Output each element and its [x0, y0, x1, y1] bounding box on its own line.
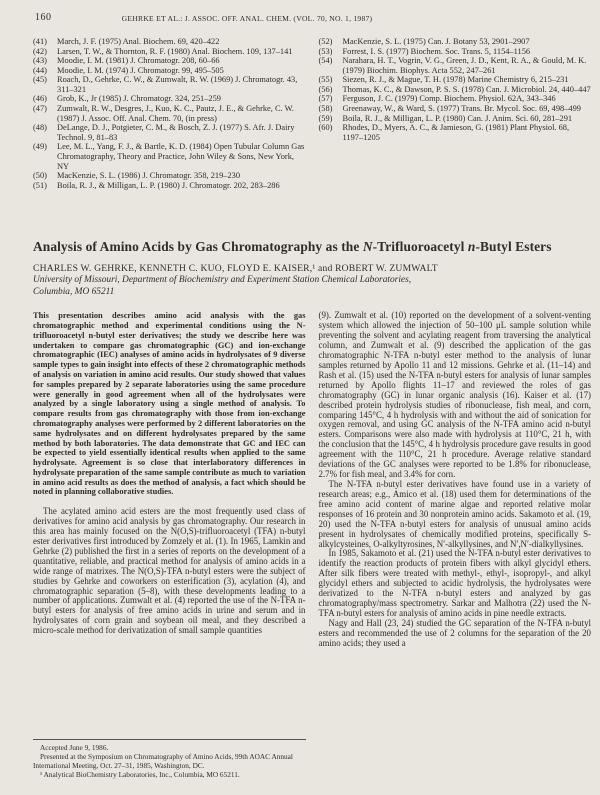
reference-text: Boila, R. J., & Milligan, L. P. (1980) Can. J. Anim. Sci. 60, 281–291	[342, 113, 573, 123]
reference-text: Rhodes, D., Myers, A. C., & Jamieson, G. (1981) Plant Physiol. 68, 1197–1205	[342, 123, 570, 142]
running-head: GEHRKE ET AL.: J. ASSOC. OFF. ANAL. CHEM. (VOL. 70, NO. 1, 1987)	[121, 14, 373, 23]
reference-number: (42)	[33, 46, 47, 56]
affiliation	[33, 275, 591, 298]
body-columns	[33, 311, 591, 779]
title-text: -Butyl Esters	[475, 239, 552, 254]
reference-number: (57)	[318, 94, 333, 104]
footnote: Accepted June 9, 1986.	[40, 742, 109, 752]
reference-number: (50)	[33, 171, 47, 181]
reference-item	[33, 123, 306, 142]
reference-number: (59)	[318, 113, 333, 123]
reference-number: (55)	[318, 75, 333, 85]
reference-number: (45)	[33, 75, 47, 85]
affiliation-line-1: University of Missouri, Department of Biochemistry and Experiment Station Chemical Laboratories,	[33, 275, 412, 286]
reference-number: (44)	[33, 65, 47, 75]
reference-item	[33, 56, 306, 66]
reference-text: Roach, D., Gehrke, C. W., & Zumwalt, R. W. (1969) J. Chromatogr. 43, 311–321	[57, 75, 298, 94]
reference-number: (58)	[318, 104, 333, 114]
reference-text: Greenaway, W., & Ward, S. (1977) Trans. Br. Mycol. Soc. 69, 498–499	[342, 104, 581, 114]
footnote: ¹ Analytical BioChemistry Laboratories, Inc., Columbia, MO 65211.	[40, 769, 240, 779]
reference-item	[319, 56, 592, 75]
reference-number: (53)	[318, 46, 333, 56]
reference-text: Moodie, I. M. (1974) J. Chromatogr. 99, 495–505	[57, 65, 224, 75]
reference-item	[33, 37, 306, 47]
reference-number: (51)	[33, 180, 47, 190]
reference-column-right	[319, 37, 592, 142]
abstract: This presentation describes amino acid analysis with the gas chromatographic method and experimental conditions using the N-trifluoroacetyl n-butyl ester derivatives; the study we describe here was undertaken to compare gas chromatographic (GC) and ion-exchange chromatographic (IEC) analyses of amino acids in hydrolysates of 9 diverse sample types to gain insight into effects of these 2 chromatographic methods of analysis on variation in amino acid results. Our study showed that values for samples prepared by 2 separate laboratories using the same procedure were generally in good agreement when all of the hydrolysates were analyzed by a single laboratory using a single method of analysis. To compare results from gas chromatography with those from ion-exchange chromatography analyses were performed by 2 different laboratories on the same hydrolysates and on different hydrolysates prepared by the same method by both laboratories. The data demonstrate that GC and IEC can be expected to yield essentially identical results when applied to the same hydrolysate. Agreement is so close that interlaboratory differences in hydrolysate preparation of the same sample contribute as much to variation in amino acid results as does the method of analysis, a fact which should be noted in planning collaborative studies.	[33, 311, 306, 497]
reference-item	[319, 114, 592, 124]
reference-text: Ferguson, J. C. (1979) Comp. Biochem. Physiol. 62A, 343–346	[342, 94, 556, 104]
footnote: Presented at the Symposium on Chromatography of Amino Acids, 99th AOAC Annual International Meeting, Oct. 27–31, 1985, Washington, DC.	[33, 751, 293, 770]
reference-text: Boila, R. J., & Milligan, L. P. (1980) J. Chromatogr. 202, 283–286	[57, 180, 280, 190]
reference-item	[33, 66, 306, 76]
reference-item	[319, 104, 592, 114]
title-italic-n: n	[467, 239, 476, 254]
reference-text: DeLange, D. J., Potgieter, C. M., & Bosch, Z. J. (1977) S. Afr. J. Dairy Technol. 9, 81–83	[57, 123, 295, 142]
page-header	[33, 12, 591, 28]
reference-number: (43)	[33, 56, 47, 66]
title-italic-N: N	[362, 239, 373, 254]
reference-item	[319, 47, 592, 57]
reference-item	[319, 123, 592, 142]
reference-item	[319, 75, 592, 85]
affiliation-line-2: Columbia, MO 65211	[33, 286, 115, 297]
reference-item	[33, 171, 306, 181]
reference-number: (41)	[33, 37, 47, 46]
reference-text: Zumwalt, R. W., Desgres, J., Kuo, K. C., Pautz, J. E., & Gehrke, C. W. (1987) J. Assoc. Off. Anal. Chem. 70, (in press)	[57, 104, 294, 123]
reference-number: (49)	[33, 142, 47, 152]
page-number: 160	[35, 12, 52, 23]
reference-item	[33, 142, 306, 171]
reference-text: March, J. F. (1975) Anal. Biochem. 69, 420–422	[57, 37, 220, 46]
reference-number: (46)	[33, 94, 47, 104]
body-paragraph: The acylated amino acid esters are the most frequently used class of derivatives for amino acid analysis by gas chromatography. Our research in this area has mainly focused on the N(O,S)-trifluoroacetyl (TFA) n-butyl ester derivatives first introduced by Zomzely et al. (1). In 1965, Lamkin and Gehrke (2) published the first in a series of reports on the development of a quantitative, reliable, and practical method for analysis of amino acids in a wide range of matrixes. The N(O,S)-TFA n-butyl esters were the subject of studies by Gehrke and coworkers on esterification (3), acylation (4), and chromatographic separation (5–8), with these developments leading to a number of applications. Zumwalt et al. (4) reported the use of the N-TFA n-butyl esters for analysis of free amino acids in urine and serum and in hydrolysates of corn grain and soybean oil meal, and they described a micro-scale method for derivatization of small sample quantities	[33, 506, 306, 636]
reference-column-left	[33, 37, 306, 190]
reference-text: Moodie, I. M. (1981) J. Chromatogr. 208, 60–66	[57, 56, 220, 66]
reference-number: (52)	[318, 37, 333, 46]
reference-number: (47)	[33, 104, 47, 114]
reference-text: Grob, K., Jr (1985) J. Chromatogr. 324, 251–259	[57, 94, 221, 104]
reference-text: Larsen, T. W., & Thornton, R. F. (1980) Anal. Biochem. 109, 137–141	[57, 46, 293, 56]
reference-number: (54)	[318, 56, 333, 66]
reference-text: Lee, M. L., Yang, F. J., & Bartle, K. D. (1984) Open Tubular Column Gas Chromatography, Theory and Practice, John Wiley & Sons, New York, NY	[57, 142, 305, 171]
article-title-block	[33, 239, 591, 298]
reference-text: Forrest, I. S. (1977) Biochem. Soc. Trans. 5, 1154–1156	[342, 46, 531, 56]
footnotes	[33, 739, 306, 779]
reference-item	[33, 75, 306, 94]
reference-item	[319, 85, 592, 95]
reference-text: Siezen, R. J., & Mague, T. H. (1978) Marine Chemistry 6, 215–231	[342, 75, 569, 85]
reference-text: Thomas, K. C., & Dawson, P. S. S. (1978) Can. J. Microbiol. 24, 440–447	[342, 84, 591, 94]
title-text: Analysis of Amino Acids by Gas Chromatography as the	[33, 239, 363, 254]
reference-item	[319, 94, 592, 104]
body-column-right	[319, 311, 592, 779]
body-column-left	[33, 311, 306, 779]
reference-text: MacKenzie, S. L. (1975) Can. J. Botany 53, 2901–2907	[342, 37, 530, 46]
body-paragraph: Nagy and Hall (23, 24) studied the GC separation of the N-TFA n-butyl esters and recommended the use of 2 columns for the separation of the 20 amino acids; they used a	[318, 617, 591, 648]
reference-item	[33, 104, 306, 123]
body-paragraph: The N-TFA n-butyl ester derivatives have found use in a variety of research areas; e.g., Amico et al. (18) used them for determinations of the free amino acid content of marine algae and reported relative molar responses of 16 protein and 30 nonprotein amino acids. Sakamoto et al. (19, 20) used the N-TFA n-butyl esters for analysis of unusual amino acids present in hydrolysates of chemically modified proteins, specifically S-alkylcysteines, O-alkyltyrosines, N′-alkyllysines, and N′,N′-dialkyllysines.	[318, 479, 591, 549]
author-line: CHARLES W. GEHRKE, KENNETH C. KUO, FLOYD E. KAISER,¹ and ROBERT W. ZUMWALT	[33, 263, 438, 275]
reference-number: (48)	[33, 123, 47, 133]
reference-item	[319, 37, 592, 47]
reference-item	[33, 181, 306, 191]
body-paragraph: (9). Zumwalt et al. (10) reported on the development of a solvent-venting system which allowed the injection of 50–100 μL sample solution while preventing the solvent and acylating reagent from traversing the analytical column, and Zumwalt et al. (9) described the application of the gas chromatographic N-TFA n-butyl ester method to the analysis of lunar samples returned by Apollo 11 and 12 missions. Gehrke et al. (11–14) and Rash et al. (15) used the N-TFA n-butyl esters for analysis of lunar samples returned by Apollo flights 11–17 and reviewed the roles of gas chromatography (GC) in lunar organic analysis (16). Kaiser et al. (17) described protein hydrolysis studies of ribonuclease, fish meal, and corn, comparing 145°C, 4 h hydrolysis with and without the aid of sonication for oxygen removal, and using GC analysis of the N-TFA amino acid n-butyl esters. Comparisons were also made with hydrolysis at 110°C, 21 h, with the conclusion that the 145°C, 4 h hydrolysis procedure gave results in good agreement with the 110°C, 21 h procedure. Average relative standard deviations of the GC analyses were reported to be 1.8% for ribonuclease, 2.7% for fish meal, and 3.4% for corn.	[318, 310, 591, 480]
body-paragraph: In 1985, Sakamoto et al. (21) used the N-TFA n-butyl ester derivatives to identify the reaction products of protein fibers with alkyl glycidyl ethers. After silk fibers were treated with methyl-, ethyl-, isopropyl-, and alkyl glycidyl ethers and subjected to acidic hydrolysis, the hydrolysates were derivatized to the N-TFA n-butyl esters and analyzed by gas chromatography/mass spectrometry. Sarkar and Malhotra (22) used the N-TFA n-butyl esters for analysis of amino acids in pine needle extracts.	[318, 548, 591, 618]
reference-number: (60)	[318, 123, 333, 133]
reference-number: (56)	[318, 84, 333, 94]
article-title	[33, 239, 591, 254]
reference-list	[33, 37, 591, 213]
reference-item	[33, 94, 306, 104]
reference-text: MacKenzie, S. L. (1986) J. Chromatogr. 358, 219–230	[57, 171, 241, 181]
reference-item	[33, 47, 306, 57]
reference-text: Narahara, H. T., Vogrin, V. G., Green, J. D., Kent, R. A., & Gould, M. K. (1979) Biochim. Biophys. Acta 552, 247–261	[342, 56, 587, 75]
title-text: -Trifluoroacetyl	[372, 239, 468, 254]
